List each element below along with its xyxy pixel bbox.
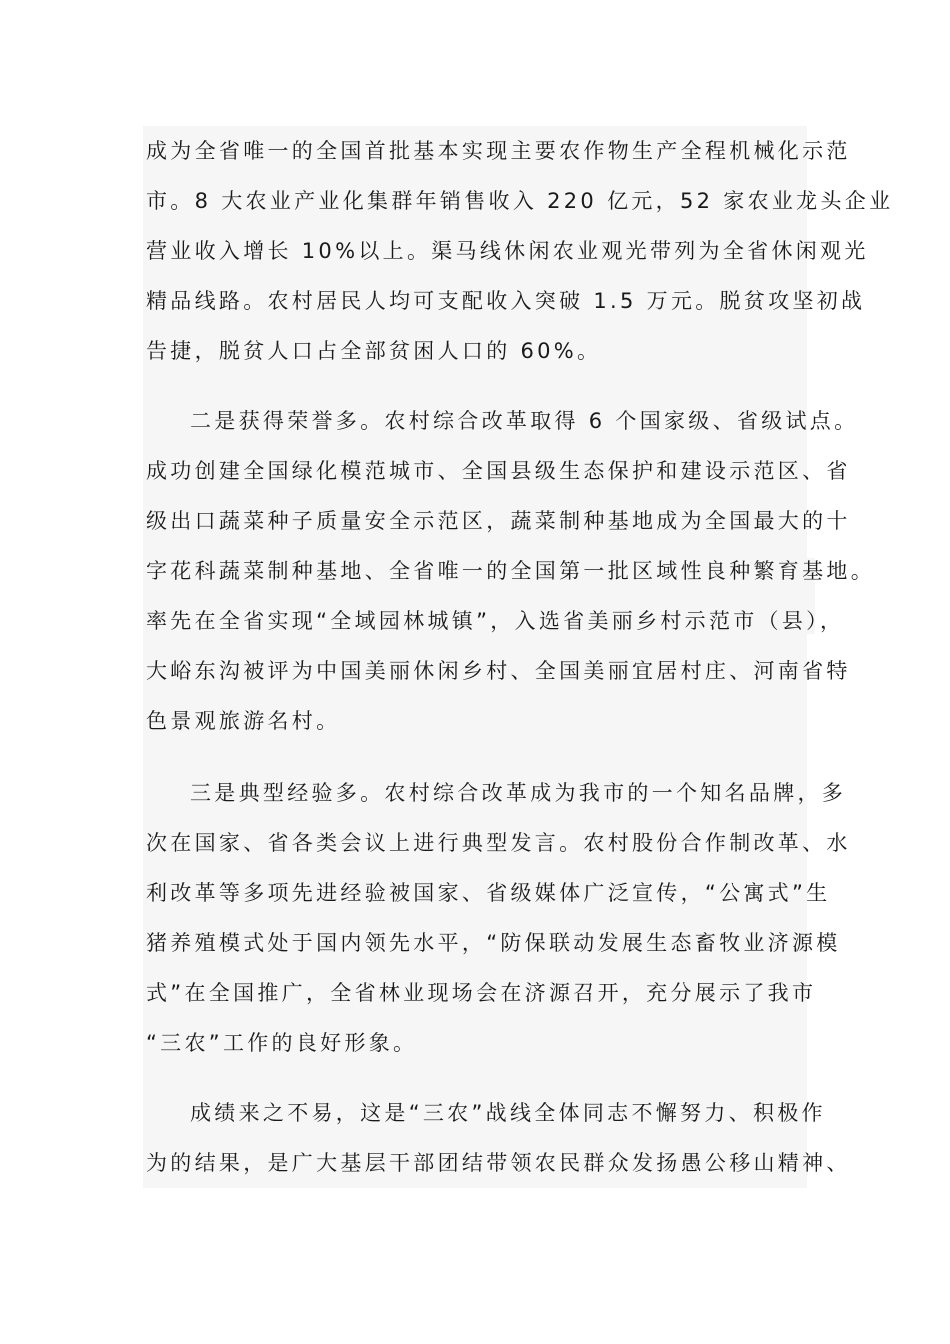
paragraph-line: 营业收入增长 10%以上。渠马线休闲农业观光带列为全省休闲观光 [146,239,869,263]
paragraph-line: 为的结果，是广大基层干部团结带领农民群众发扬愚公移山精神、 [146,1151,851,1175]
paragraph-line: 率先在全省实现“全域园林城镇”，入选省美丽乡村示范市（县）， [146,609,845,633]
paragraph-line: 字花科蔬菜制种基地、全省唯一的全国第一批区域性良种繁育基地。 [146,559,875,583]
paragraph-line: 市。8 大农业产业化集群年销售收入 220 亿元，52 家农业龙头企业 [146,189,894,213]
paragraph-line: 成绩来之不易，这是“三农”战线全体同志不懈努力、积极作 [190,1101,826,1125]
paragraph-line: 级出口蔬菜种子质量安全示范区，蔬菜制种基地成为全国最大的十 [146,509,851,533]
paragraph-line: 成功创建全国绿化模范城市、全国县级生态保护和建设示范区、省 [146,459,851,483]
paragraph-line: 告捷，脱贫人口占全部贫困人口的 60%。 [146,339,602,363]
paragraph-line: 三是典型经验多。农村综合改革成为我市的一个知名品牌，多 [190,781,847,805]
paragraph-line: “三农”工作的良好形象。 [146,1031,418,1055]
paragraph-line: 色景观旅游名村。 [146,709,341,733]
paragraph-line: 利改革等多项先进经验被国家、省级媒体广泛宣传，“公寓式”生 [146,881,831,905]
paragraph-line: 次在国家、省各类会议上进行典型发言。农村股份合作制改革、水 [146,831,851,855]
paragraph-line: 式”在全国推广，全省林业现场会在济源召开，充分展示了我市 [146,981,817,1005]
text-highlight-background [143,126,807,1188]
paragraph-line: 猪养殖模式处于国内领先水平，“防保联动发展生态畜牧业济源模 [146,931,841,955]
paragraph-line: 二是获得荣誉多。农村综合改革取得 6 个国家级、省级试点。 [190,409,859,433]
paragraph-line: 大峪东沟被评为中国美丽休闲乡村、全国美丽宜居村庄、河南省特 [146,659,851,683]
paragraph-line: 成为全省唯一的全国首批基本实现主要农作物生产全程机械化示范 [146,139,851,163]
paragraph-line: 精品线路。农村居民人均可支配收入突破 1.5 万元。脱贫攻坚初战 [146,289,866,313]
